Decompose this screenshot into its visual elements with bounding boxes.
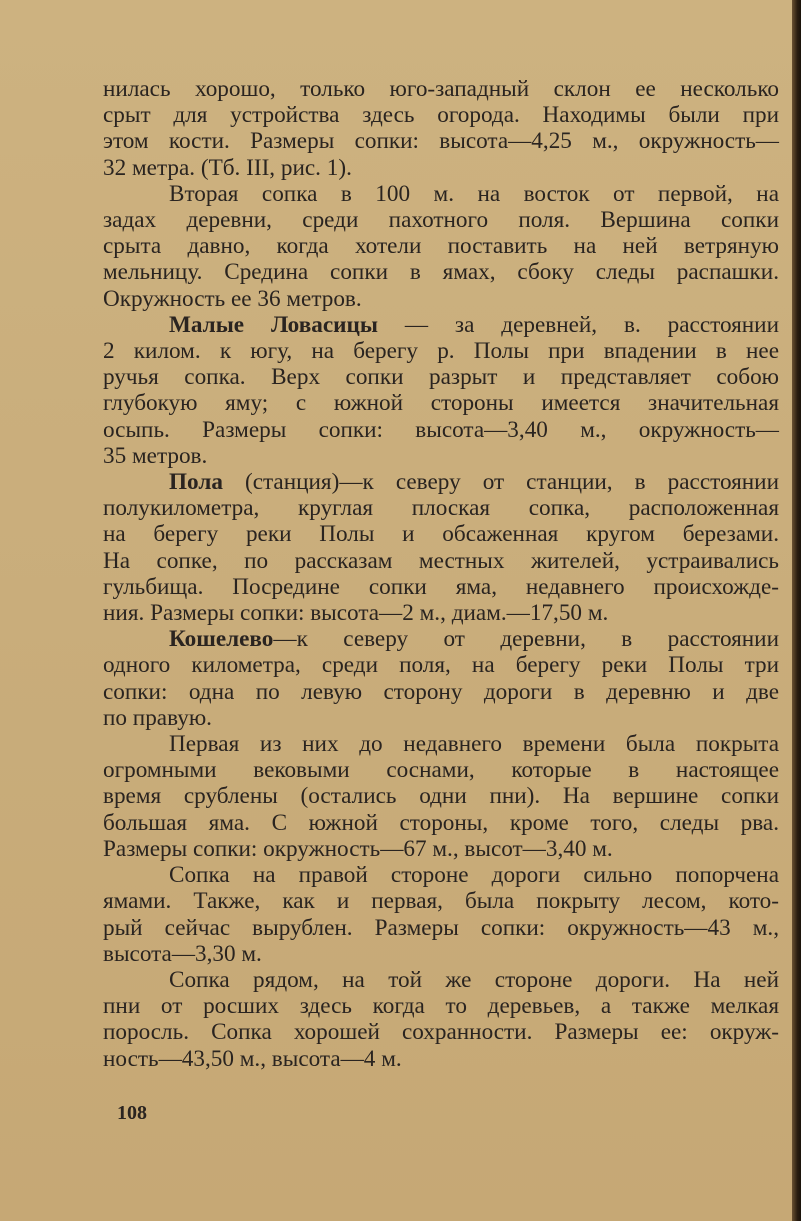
- text-line: [103, 731, 779, 757]
- line-text: поросль. Сопка хорошей сохранности. Размеры ее: окруж-: [103, 1019, 779, 1046]
- text-line: [103, 128, 779, 154]
- text-line: [103, 757, 779, 783]
- line-text: Вторая сопка в 100 м. на восток от первой, на: [169, 180, 779, 207]
- text-line: [103, 993, 779, 1019]
- line-text: полукилометра, круглая плоская сопка, расположенная: [103, 495, 779, 522]
- text-line: [103, 600, 779, 626]
- line-text: Размеры сопки: окружность—67 м., высот—3,40 м.: [103, 835, 613, 862]
- line-text: по правую.: [103, 704, 212, 731]
- line-text: этом кости. Размеры сопки: высота—4,25 м., окружность—: [103, 128, 779, 155]
- line-text: на берегу реки Полы и обсаженная кругом березами.: [103, 521, 779, 548]
- text-line: [103, 810, 779, 836]
- text-line: [103, 417, 779, 443]
- text-line: [103, 836, 779, 862]
- line-text: 2 килом. к югу, на берегу р. Полы при впадении в нее: [103, 338, 779, 365]
- line-text: срыт для устройства здесь огорода. Находимы были при: [103, 102, 779, 129]
- line-text: ямами. Также, как и первая, была покрыту лесом, кото-: [103, 888, 779, 915]
- text-line: [103, 443, 779, 469]
- body-text: [103, 76, 779, 1072]
- line-text: задах деревни, среди пахотного поля. Вершина сопки: [103, 207, 779, 234]
- line-text: одного километра, среди поля, на берегу реки Полы три: [103, 652, 779, 679]
- line-text: Сопка на правой стороне дороги сильно попорчена: [169, 862, 779, 889]
- text-line: [103, 390, 779, 416]
- text-line: [103, 915, 779, 941]
- text-line: [103, 207, 779, 233]
- line-text: гульбища. Посредине сопки яма, недавнего происхожде-: [103, 573, 779, 600]
- place-name: Кошелево: [169, 626, 274, 653]
- text-line: [103, 626, 779, 652]
- text-line: [103, 941, 779, 967]
- line-text: 35 метров.: [103, 442, 208, 469]
- line-text: На сопке, по рассказам местных жителей, устраивались: [103, 547, 779, 574]
- line-text: ручья сопка. Верх сопки разрыт и представляет собою: [103, 364, 779, 391]
- text-line: [103, 862, 779, 888]
- text-line: [103, 495, 779, 521]
- text-line: [103, 286, 779, 312]
- line-text: огромными вековыми соснами, которые в настоящее: [103, 757, 779, 784]
- text-line: [103, 312, 779, 338]
- text-line: [103, 652, 779, 678]
- line-text: ность—43,50 м., высота—4 м.: [103, 1045, 402, 1072]
- line-text: —к северу от деревни, в расстоянии: [273, 626, 779, 653]
- line-text: — за деревней, в. расстоянии: [377, 311, 779, 338]
- line-text: мельницу. Средина сопки в ямах, сбоку следы распашки.: [103, 259, 779, 286]
- line-text: (станция)—к северу от станции, в расстоянии: [222, 469, 779, 496]
- place-name: Малые Ловасицы: [169, 311, 378, 338]
- line-text: большая яма. С южной стороны, кроме того, следы рва.: [103, 809, 779, 836]
- line-text: нилась хорошо, только юго-западный склон ее несколько: [103, 76, 779, 102]
- text-line: [103, 102, 779, 128]
- line-text: осыпь. Размеры сопки: высота—3,40 м., окружность—: [103, 416, 779, 443]
- text-line: [103, 679, 779, 705]
- text-line: [103, 705, 779, 731]
- line-text: 32 метра. (Тб. III, рис. 1).: [103, 154, 352, 181]
- text-line: [103, 1019, 779, 1045]
- text-line: [103, 155, 779, 181]
- line-text: Первая из них до недавнего времени была покрыта: [169, 731, 779, 758]
- text-line: [103, 181, 779, 207]
- page-number: 108: [117, 1102, 147, 1124]
- text-line: [103, 259, 779, 285]
- text-line: [103, 364, 779, 390]
- text-line: [103, 233, 779, 259]
- text-line: [103, 1046, 779, 1072]
- text-line: [103, 338, 779, 364]
- page-edge-shadow: [792, 0, 801, 1221]
- text-line: [103, 469, 779, 495]
- line-text: пни от росших здесь когда то деревьев, а также мелкая: [103, 993, 779, 1020]
- text-line: [103, 967, 779, 993]
- line-text: срыта давно, когда хотели поставить на ней ветряную: [103, 233, 779, 260]
- text-line: [103, 76, 779, 102]
- text-line: [103, 888, 779, 914]
- place-name: Пола: [169, 469, 223, 496]
- line-text: высота—3,30 м.: [103, 940, 262, 967]
- line-text: рый сейчас вырублен. Размеры сопки: окружность—43 м.,: [103, 914, 779, 941]
- line-text: Сопка рядом, на той же стороне дороги. На ней: [169, 966, 779, 993]
- line-text: сопки: одна по левую сторону дороги в деревню и две: [103, 678, 779, 705]
- line-text: Окружность ее 36 метров.: [103, 285, 362, 312]
- line-text: ния. Размеры сопки: высота—2 м., диам.—17,50 м.: [103, 600, 609, 627]
- text-line: [103, 574, 779, 600]
- line-text: глубокую яму; с южной стороны имеется значительная: [103, 390, 779, 417]
- text-line: [103, 783, 779, 809]
- text-line: [103, 521, 779, 547]
- text-line: [103, 548, 779, 574]
- line-text: время срублены (остались одни пни). На вершине сопки: [103, 783, 779, 810]
